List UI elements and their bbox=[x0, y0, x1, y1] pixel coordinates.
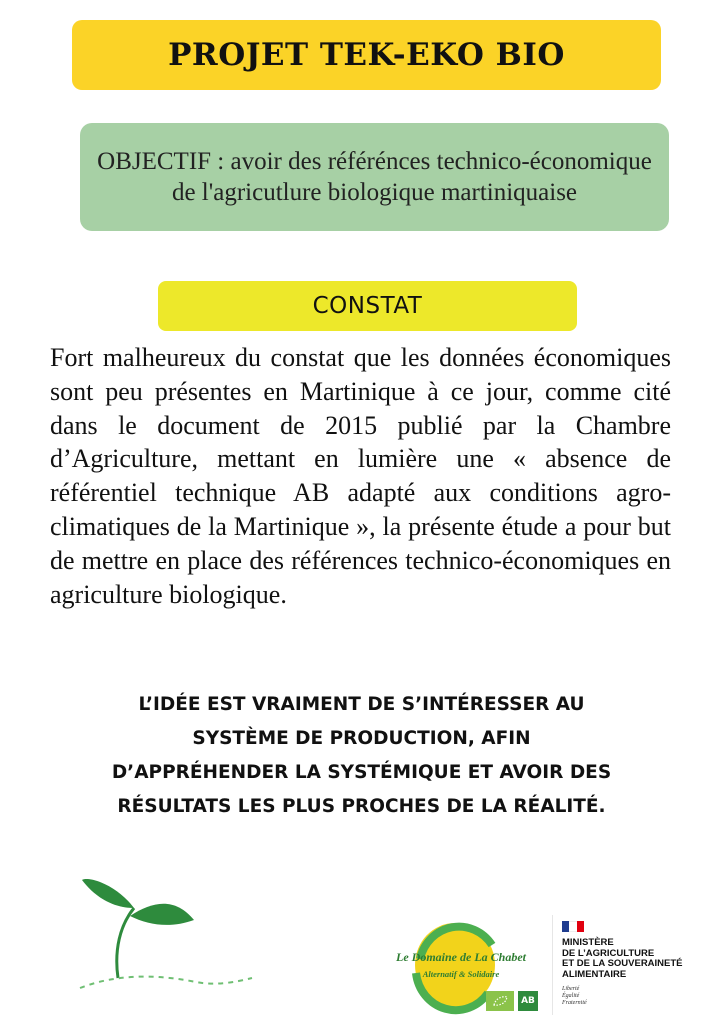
motto-line: Liberté bbox=[562, 986, 580, 992]
french-flag-icon bbox=[562, 921, 584, 932]
idea-line: D’APPRÉHENDER LA SYSTÉMIQUE ET AVOIR DES bbox=[111, 762, 612, 783]
ministry-line: DE L’AGRICULTURE bbox=[562, 947, 655, 959]
motto-line: Égalité bbox=[562, 993, 580, 999]
idea-line: RÉSULTATS LES PLUS PROCHES DE LA RÉALITÉ. bbox=[117, 796, 606, 817]
page-title: PROJET TEK-EKO BIO bbox=[168, 37, 565, 73]
ministry-line: MINISTÈRE bbox=[562, 937, 614, 948]
title-banner bbox=[72, 20, 661, 90]
republic-motto bbox=[562, 986, 712, 1007]
idea-statement bbox=[55, 688, 668, 824]
organic-labels bbox=[486, 991, 538, 1011]
ministry-line: ALIMENTAIRE bbox=[562, 968, 627, 980]
motto-line: Fraternité bbox=[562, 1000, 587, 1006]
chabet-tagline: Alternatif & Solidaire bbox=[422, 969, 500, 979]
ministry-logo bbox=[552, 915, 712, 1015]
idea-line: SYSTÈME DE PRODUCTION, AFIN bbox=[192, 728, 531, 749]
chabet-logo-text bbox=[386, 950, 536, 979]
ab-label-icon: AB bbox=[518, 991, 538, 1011]
objective-text: OBJECTIF : avoir des référénces technico-économique de l'agricutlure biologique martiniquaise bbox=[97, 148, 652, 206]
constat-heading: CONSTAT bbox=[312, 293, 423, 319]
chabet-name: Le Domaine de La Chabet bbox=[396, 950, 526, 964]
sprout-icon bbox=[76, 870, 256, 995]
eu-organic-leaf-icon bbox=[486, 991, 514, 1011]
idea-line: L’IDÉE EST VRAIMENT DE S’INTÉRESSER AU bbox=[138, 694, 585, 715]
ministry-line: ET DE LA SOUVERAINETÉ bbox=[562, 958, 683, 969]
objective-box bbox=[80, 123, 669, 231]
constat-body: Fort malheureux du constat que les données économiques sont peu présentes en Martinique à ce jour, comme cité dans le document de 2015 publié par la Chambre d’Agriculture, mettant en lumière une « absence de référentiel technique AB adapté aux conditions agro-climatiques de la Martinique », la présente étude a pour but de mettre en place des références technico-économiques en agriculture biologique. bbox=[50, 343, 671, 609]
constat-banner bbox=[158, 281, 577, 331]
ministry-name bbox=[562, 938, 712, 980]
